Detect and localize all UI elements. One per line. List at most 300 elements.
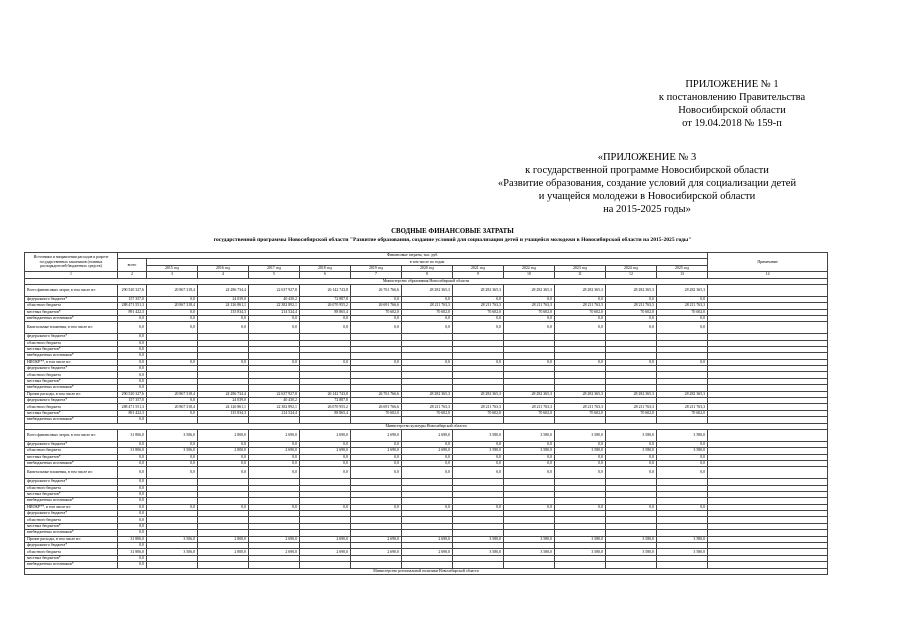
value-cell: 28 282 365,3 — [402, 391, 453, 397]
value-cell: 0,0 — [606, 454, 657, 460]
value-cell: 88 865,4 — [300, 309, 351, 315]
column-number: 3 — [147, 272, 198, 278]
value-cell: 0,0 — [402, 460, 453, 466]
appendix1-line: Новосибирской области — [678, 105, 786, 116]
value-cell: 290 520 327,6 — [118, 284, 147, 296]
value-cell: 3 580,0 — [504, 429, 555, 441]
value-cell: 20 867 318,4 — [147, 303, 198, 309]
value-cell: 0,0 — [606, 504, 657, 510]
value-cell: 891 422,3 — [118, 410, 147, 416]
value-cell: 2 690,0 — [402, 429, 453, 441]
financial-costs-table — [24, 252, 828, 575]
value-cell: 22 382 892,1 — [249, 303, 300, 309]
value-cell: 3 580,0 — [453, 549, 504, 555]
column-number: 1 — [25, 272, 118, 278]
value-cell: 22 637 927,8 — [249, 391, 300, 397]
value-cell: 0,0 — [657, 504, 708, 510]
header-year: 2021 год — [453, 265, 504, 271]
row-label: внебюджетных источников* — [25, 562, 118, 568]
value-cell: 3 580,0 — [504, 536, 555, 542]
table-row — [25, 322, 828, 334]
appendix3-line: и учащейся молодежи в Новосибирской области — [538, 191, 756, 202]
appendix1-line: к постановлению Правительства — [658, 92, 806, 103]
value-cell: 0,0 — [118, 340, 147, 346]
row-label: местных бюджетов* — [25, 378, 118, 384]
row-label: внебюджетных источников* — [25, 530, 118, 536]
value-cell: 0,0 — [198, 359, 249, 365]
row-label: внебюджетных источников* — [25, 353, 118, 359]
value-cell: 0,0 — [198, 315, 249, 321]
row-label: областного бюджета — [25, 372, 118, 378]
value-cell: 0,0 — [453, 504, 504, 510]
row-label: федерального бюджета* — [25, 398, 118, 404]
row-label: местных бюджетов* — [25, 523, 118, 529]
value-cell: 0,0 — [555, 454, 606, 460]
value-cell: 70 602,0 — [606, 410, 657, 416]
row-label: местных бюджетов* — [25, 491, 118, 497]
value-cell: 0,0 — [147, 315, 198, 321]
value-cell: 0,0 — [147, 296, 198, 302]
value-cell: 0,0 — [300, 504, 351, 510]
value-cell: 0,0 — [198, 441, 249, 447]
value-cell: 0,0 — [118, 315, 147, 321]
row-label: местных бюджетов* — [25, 309, 118, 315]
value-cell: 28 211 763,3 — [555, 404, 606, 410]
row-label: Капитальные вложения, в том числе из: — [25, 467, 118, 479]
value-cell: 28 211 763,3 — [453, 303, 504, 309]
value-cell: 0,0 — [300, 315, 351, 321]
value-cell: 0,0 — [657, 441, 708, 447]
value-cell: 0,0 — [351, 467, 402, 479]
value-cell: 31 806,0 — [118, 549, 147, 555]
value-cell: 70 602,0 — [555, 410, 606, 416]
value-cell: 3 580,0 — [606, 429, 657, 441]
value-cell: 26 761 766,6 — [351, 391, 402, 397]
value-cell: 2 690,0 — [351, 549, 402, 555]
value-cell: 0,0 — [555, 296, 606, 302]
value-cell: 28 211 763,3 — [504, 404, 555, 410]
value-cell: 28 282 365,3 — [504, 284, 555, 296]
row-label: внебюджетных источников* — [25, 460, 118, 466]
table-row — [25, 284, 828, 296]
value-cell: 28 211 763,3 — [606, 404, 657, 410]
row-label: местных бюджетов* — [25, 346, 118, 352]
value-cell: 0,0 — [147, 410, 198, 416]
header-year: 2020 год — [402, 265, 453, 271]
value-cell: 20 867 318,4 — [147, 391, 198, 397]
value-cell: 88 865,4 — [300, 410, 351, 416]
value-cell: 0,0 — [402, 467, 453, 479]
value-cell: 72 887,8 — [300, 296, 351, 302]
value-cell: 28 211 763,3 — [504, 303, 555, 309]
value-cell: 3 580,0 — [606, 448, 657, 454]
row-label: федерального бюджета* — [25, 441, 118, 447]
value-cell: 0,0 — [351, 359, 402, 365]
value-cell: 3 506,0 — [147, 549, 198, 555]
column-number: 14 — [708, 272, 828, 278]
value-cell: 0,0 — [249, 315, 300, 321]
value-cell: 2 690,0 — [249, 448, 300, 454]
column-number: 10 — [504, 272, 555, 278]
value-cell: 0,0 — [198, 504, 249, 510]
value-cell: 24 126 861,1 — [198, 303, 249, 309]
value-cell: 135 834,3 — [198, 410, 249, 416]
row-label: внебюджетных источников* — [25, 315, 118, 321]
value-cell: 3 580,0 — [453, 536, 504, 542]
value-cell: 70 602,0 — [453, 309, 504, 315]
value-cell: 3 580,0 — [504, 549, 555, 555]
value-cell: 2 800,0 — [198, 448, 249, 454]
value-cell: 26 070 955,2 — [300, 303, 351, 309]
value-cell: 0,0 — [198, 454, 249, 460]
value-cell: 24 039,0 — [198, 398, 249, 404]
column-number: 13 — [657, 272, 708, 278]
value-cell: 0,0 — [147, 504, 198, 510]
value-cell: 28 282 365,3 — [504, 391, 555, 397]
value-cell: 0,0 — [453, 315, 504, 321]
value-cell: 0,0 — [300, 467, 351, 479]
value-cell: 40 430,2 — [249, 398, 300, 404]
value-cell: 24 039,0 — [198, 296, 249, 302]
row-label: федерального бюджета* — [25, 296, 118, 302]
header-years-group: в том числе по годам — [147, 259, 708, 265]
value-cell: 0,0 — [504, 454, 555, 460]
value-cell: 3 580,0 — [555, 448, 606, 454]
header-source-directions: Источники и направления расходов в разрезе государственных заказчиков (главных распорядителей бюджетных средств) — [25, 253, 118, 272]
value-cell: 0,0 — [118, 491, 147, 497]
document-subtitle: государственной программы Новосибирской области "Развитие образования, создание условий для социализации детей и учащейся молодежи в Новосибирской области на 2015-2025 годы" — [213, 237, 692, 243]
value-cell: 0,0 — [606, 315, 657, 321]
value-cell: 0,0 — [402, 504, 453, 510]
header-year: 2017 год — [249, 265, 300, 271]
note-cell — [708, 429, 828, 441]
value-cell: 0,0 — [118, 479, 147, 485]
value-cell: 0,0 — [504, 296, 555, 302]
value-cell: 3 580,0 — [504, 448, 555, 454]
value-cell: 2 690,0 — [351, 448, 402, 454]
value-cell: 0,0 — [118, 359, 147, 365]
value-cell: 2 690,0 — [249, 429, 300, 441]
column-number: 9 — [453, 272, 504, 278]
value-cell: 0,0 — [657, 359, 708, 365]
value-cell: 288 471 551,3 — [118, 404, 147, 410]
appendix3-line: на 2015-2025 годы» — [603, 204, 691, 215]
note-cell — [708, 467, 828, 479]
appendix3-line: «ПРИЛОЖЕНИЕ № 3 — [597, 152, 697, 163]
value-cell: 0,0 — [147, 467, 198, 479]
row-label: внебюджетных источников* — [25, 498, 118, 504]
row-label: федерального бюджета* — [25, 511, 118, 517]
appendix3-line: к государственной программе Новосибирской области — [525, 165, 769, 176]
value-cell: 0,0 — [606, 441, 657, 447]
value-cell: 0,0 — [453, 467, 504, 479]
value-cell: 28 282 365,3 — [555, 284, 606, 296]
value-cell: 0,0 — [300, 359, 351, 365]
row-label: федерального бюджета* — [25, 366, 118, 372]
value-cell: 2 690,0 — [249, 536, 300, 542]
row-label: внебюджетных источников* — [25, 417, 118, 423]
value-cell: 24 126 861,1 — [198, 404, 249, 410]
value-cell: 0,0 — [118, 346, 147, 352]
appendix1-line: от 19.04.2018 № 159-п — [682, 118, 782, 129]
value-cell: 0,0 — [147, 309, 198, 315]
value-cell: 3 580,0 — [657, 536, 708, 542]
value-cell: 0,0 — [453, 296, 504, 302]
row-label: Всего финансовых затрат, в том числе из: — [25, 284, 118, 296]
table-row — [25, 429, 828, 441]
value-cell: 0,0 — [351, 460, 402, 466]
value-cell: 0,0 — [402, 296, 453, 302]
value-cell: 0,0 — [249, 322, 300, 334]
value-cell: 70 602,0 — [606, 309, 657, 315]
value-cell: 0,0 — [504, 359, 555, 365]
value-cell: 0,0 — [402, 315, 453, 321]
value-cell: 0,0 — [118, 385, 147, 391]
value-cell: 0,0 — [351, 504, 402, 510]
value-cell: 0,0 — [118, 454, 147, 460]
value-cell: 0,0 — [555, 467, 606, 479]
value-cell: 70 602,0 — [453, 410, 504, 416]
value-cell: 0,0 — [118, 517, 147, 523]
value-cell: 0,0 — [118, 543, 147, 549]
value-cell: 891 422,3 — [118, 309, 147, 315]
appendix3-line: «Развитие образования, создание условий для социализации детей — [497, 178, 797, 189]
value-cell: 70 602,0 — [504, 410, 555, 416]
value-cell: 157 357,0 — [118, 296, 147, 302]
header-total: всего — [118, 259, 147, 272]
row-label: областного бюджета — [25, 517, 118, 523]
value-cell: 0,0 — [402, 359, 453, 365]
value-cell: 3 580,0 — [555, 429, 606, 441]
value-cell: 26 070 955,2 — [300, 404, 351, 410]
value-cell: 0,0 — [198, 322, 249, 334]
value-cell: 0,0 — [300, 322, 351, 334]
value-cell: 157 357,0 — [118, 398, 147, 404]
value-cell: 3 580,0 — [657, 549, 708, 555]
row-label: областного бюджета — [25, 448, 118, 454]
value-cell: 0,0 — [118, 417, 147, 423]
value-cell: 2 690,0 — [351, 536, 402, 542]
row-label: федерального бюджета* — [25, 479, 118, 485]
header-year: 2025 год — [657, 265, 708, 271]
value-cell: 3 580,0 — [606, 549, 657, 555]
value-cell: 28 211 763,3 — [402, 303, 453, 309]
value-cell: 0,0 — [453, 359, 504, 365]
note-cell — [708, 322, 828, 334]
value-cell: 3 506,0 — [147, 429, 198, 441]
value-cell: 28 211 763,3 — [606, 303, 657, 309]
row-label: областного бюджета — [25, 485, 118, 491]
column-number: 11 — [555, 272, 606, 278]
row-label: местных бюджетов* — [25, 555, 118, 561]
column-number: 6 — [300, 272, 351, 278]
row-label: местных бюджетов* — [25, 410, 118, 416]
value-cell: 70 602,0 — [351, 410, 402, 416]
value-cell: 70 602,0 — [555, 309, 606, 315]
row-label: федерального бюджета* — [25, 334, 118, 340]
value-cell: 0,0 — [504, 441, 555, 447]
header-note: Примечание — [708, 253, 828, 272]
value-cell: 2 690,0 — [300, 536, 351, 542]
header-financial-costs: Финансовые затраты, тыс. руб. — [118, 253, 708, 259]
value-cell: 0,0 — [249, 460, 300, 466]
header-year: 2019 год — [351, 265, 402, 271]
column-number: 2 — [118, 272, 147, 278]
value-cell: 28 282 365,3 — [657, 284, 708, 296]
value-cell: 0,0 — [118, 460, 147, 466]
value-cell: 72 887,8 — [300, 398, 351, 404]
header-year: 2024 год — [606, 265, 657, 271]
value-cell: 28 211 763,3 — [657, 303, 708, 309]
value-cell: 0,0 — [118, 366, 147, 372]
value-cell: 28 282 365,3 — [453, 391, 504, 397]
value-cell: 0,0 — [351, 296, 402, 302]
value-cell: 3 580,0 — [453, 448, 504, 454]
value-cell: 0,0 — [118, 334, 147, 340]
value-cell: 31 806,0 — [118, 448, 147, 454]
value-cell: 0,0 — [504, 467, 555, 479]
value-cell: 0,0 — [118, 504, 147, 510]
value-cell: 28 211 763,3 — [453, 404, 504, 410]
value-cell: 0,0 — [118, 353, 147, 359]
value-cell: 0,0 — [118, 562, 147, 568]
value-cell: 0,0 — [606, 296, 657, 302]
value-cell: 0,0 — [606, 322, 657, 334]
document-title: СВОДНЫЕ ФИНАНСОВЫЕ ЗАТРАТЫ — [391, 228, 514, 235]
section-title: Министерство региональной политики Новосибирской области — [25, 568, 828, 574]
value-cell: 0,0 — [606, 359, 657, 365]
row-label: областного бюджета — [25, 404, 118, 410]
value-cell: 22 637 927,8 — [249, 284, 300, 296]
value-cell: 0,0 — [402, 454, 453, 460]
value-cell: 0,0 — [118, 467, 147, 479]
row-label: внебюджетных источников* — [25, 385, 118, 391]
value-cell: 0,0 — [402, 441, 453, 447]
value-cell: 28 211 763,3 — [657, 404, 708, 410]
value-cell: 26 142 743,8 — [300, 284, 351, 296]
row-label: НИОКР**, в том числе из: — [25, 504, 118, 510]
value-cell: 22 382 892,1 — [249, 404, 300, 410]
value-cell: 0,0 — [606, 467, 657, 479]
value-cell: 0,0 — [300, 441, 351, 447]
value-cell: 70 602,0 — [402, 309, 453, 315]
column-number: 4 — [198, 272, 249, 278]
value-cell: 24 286 734,4 — [198, 391, 249, 397]
section-title: Министерство культуры Новосибирской области — [25, 423, 828, 429]
value-cell: 0,0 — [118, 378, 147, 384]
row-label: федерального бюджета* — [25, 543, 118, 549]
appendix-1-block — [647, 78, 817, 130]
value-cell: 3 580,0 — [453, 429, 504, 441]
value-cell: 31 806,0 — [118, 536, 147, 542]
value-cell: 0,0 — [555, 315, 606, 321]
value-cell: 70 602,0 — [504, 309, 555, 315]
value-cell: 2 800,0 — [198, 536, 249, 542]
value-cell: 0,0 — [249, 467, 300, 479]
value-cell: 0,0 — [606, 460, 657, 466]
row-label: Капитальные вложения, в том числе из: — [25, 322, 118, 334]
value-cell: 288 471 551,3 — [118, 303, 147, 309]
value-cell: 3 580,0 — [657, 429, 708, 441]
value-cell: 0,0 — [453, 454, 504, 460]
value-cell: 28 282 365,3 — [555, 391, 606, 397]
value-cell: 20 867 318,4 — [147, 284, 198, 296]
value-cell: 2 800,0 — [198, 549, 249, 555]
value-cell: 0,0 — [453, 460, 504, 466]
value-cell: 3 580,0 — [657, 448, 708, 454]
value-cell: 2 690,0 — [402, 549, 453, 555]
value-cell: 0,0 — [555, 460, 606, 466]
value-cell: 24 286 734,4 — [198, 284, 249, 296]
value-cell: 0,0 — [198, 467, 249, 479]
value-cell: 28 282 365,3 — [453, 284, 504, 296]
value-cell: 0,0 — [555, 441, 606, 447]
value-cell: 0,0 — [249, 359, 300, 365]
value-cell: 0,0 — [657, 460, 708, 466]
header-year: 2015 год — [147, 265, 198, 271]
value-cell: 0,0 — [118, 485, 147, 491]
value-cell: 0,0 — [657, 467, 708, 479]
value-cell: 135 834,3 — [198, 309, 249, 315]
row-label: НИОКР**, в том числе из: — [25, 359, 118, 365]
value-cell: 0,0 — [118, 372, 147, 378]
value-cell: 0,0 — [453, 441, 504, 447]
value-cell: 0,0 — [249, 504, 300, 510]
value-cell: 2 690,0 — [402, 448, 453, 454]
value-cell: 28 282 365,3 — [606, 284, 657, 296]
value-cell: 0,0 — [657, 315, 708, 321]
value-cell: 214 524,4 — [249, 309, 300, 315]
value-cell: 2 690,0 — [300, 429, 351, 441]
value-cell: 0,0 — [118, 523, 147, 529]
header-year: 2016 год — [198, 265, 249, 271]
value-cell: 0,0 — [555, 359, 606, 365]
value-cell: 0,0 — [402, 322, 453, 334]
value-cell: 2 690,0 — [402, 536, 453, 542]
value-cell: 70 602,0 — [657, 410, 708, 416]
value-cell: 0,0 — [147, 454, 198, 460]
column-number: 7 — [351, 272, 402, 278]
value-cell: 0,0 — [249, 454, 300, 460]
value-cell: 290 520 327,6 — [118, 391, 147, 397]
value-cell: 26 691 766,6 — [351, 404, 402, 410]
value-cell: 31 806,0 — [118, 429, 147, 441]
value-cell: 28 282 365,3 — [657, 391, 708, 397]
value-cell: 3 580,0 — [606, 536, 657, 542]
value-cell: 0,0 — [504, 322, 555, 334]
row-label: областного бюджета — [25, 340, 118, 346]
value-cell: 0,0 — [147, 441, 198, 447]
value-cell: 40 430,2 — [249, 296, 300, 302]
value-cell: 0,0 — [118, 498, 147, 504]
value-cell: 0,0 — [504, 315, 555, 321]
value-cell: 0,0 — [249, 441, 300, 447]
header-year: 2022 год — [504, 265, 555, 271]
value-cell: 70 602,0 — [351, 309, 402, 315]
value-cell: 0,0 — [300, 454, 351, 460]
column-number: 8 — [402, 272, 453, 278]
row-label: Прочие расходы, в том числе из: — [25, 536, 118, 542]
appendix-3-block — [467, 151, 827, 216]
value-cell: 26 761 766,6 — [351, 284, 402, 296]
value-cell: 3 506,0 — [147, 536, 198, 542]
note-cell — [708, 284, 828, 296]
value-cell: 0,0 — [351, 441, 402, 447]
value-cell: 0,0 — [118, 511, 147, 517]
value-cell: 0,0 — [657, 296, 708, 302]
value-cell: 0,0 — [504, 504, 555, 510]
value-cell: 2 690,0 — [351, 429, 402, 441]
